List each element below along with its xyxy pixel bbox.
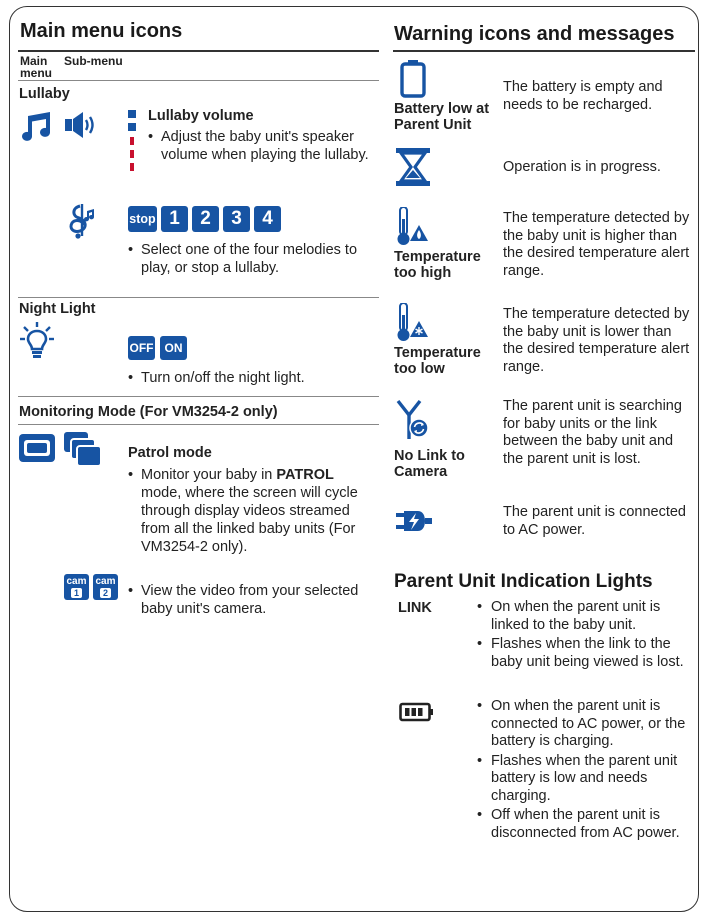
- battery-light-icon: [399, 702, 434, 722]
- melody-item: • Select one of the four melodies to play, or stop a lullaby.: [128, 241, 380, 277]
- warning-temp-high-text: The temperature detected by the baby unit is higher than the desired temperature alert range.: [503, 210, 690, 279]
- divider: [18, 80, 379, 81]
- col-main-line1: Main: [20, 54, 48, 68]
- stop-key: stop: [128, 206, 157, 232]
- lullaby-volume-title: Lullaby volume: [148, 108, 254, 124]
- patrol-text-post: mode, where the screen will cycle through display videos streamed from all the linked baby units (For VM3254-2 only).: [141, 485, 358, 555]
- lullaby-volume-item: • Adjust the baby unit's speaker volume when playing the lullaby.: [148, 128, 380, 164]
- cam-1-word: cam: [66, 576, 87, 587]
- divider: [18, 297, 379, 298]
- divider: [18, 396, 379, 397]
- warning-temp-low-label-1: Temperature: [394, 345, 481, 361]
- music-note-icon: [19, 110, 53, 142]
- monitor-screen-icon: [19, 434, 55, 462]
- lullaby-heading: Lullaby: [19, 86, 70, 102]
- warning-battery-label-2: Parent Unit: [394, 117, 472, 133]
- melody-4-key: 4: [254, 206, 281, 232]
- link-light-item: • Flashes when the link to the baby unit being viewed is lost.: [477, 636, 692, 671]
- warnings-title: Warning icons and messages: [394, 23, 675, 45]
- warning-battery-text: The battery is empty and needs to be recharged.: [503, 79, 663, 113]
- melody-1-key: 1: [161, 206, 188, 232]
- warning-progress-text: Operation is in progress.: [503, 159, 661, 175]
- night-light-text: Turn on/off the night light.: [141, 370, 305, 386]
- melody-3-key: 3: [223, 206, 250, 232]
- cam-2-number: 2: [100, 588, 111, 598]
- warning-no-link-label-1: No Link to: [394, 448, 465, 464]
- lullaby-volume-text: Adjust the baby unit's speaker volume when playing the lullaby.: [161, 129, 369, 163]
- warning-no-link-label-2: Camera: [394, 464, 448, 480]
- night-light-keys: [128, 336, 187, 360]
- cam-text: View the video from your selected baby unit's camera.: [141, 583, 359, 617]
- warning-ac-power-text: The parent unit is connected to AC power.: [503, 504, 686, 538]
- melody-keys: [128, 206, 281, 232]
- patrol-item: • Monitor your baby in PATROL mode, where the screen will cycle through display videos streamed from all the linked baby units (For VM3254-2 only).: [128, 466, 376, 556]
- link-light-label: LINK: [398, 600, 432, 616]
- warning-temp-high-label: [394, 249, 481, 281]
- col-sub-header: Sub-menu: [64, 54, 123, 68]
- patrol-mode-icon: [64, 432, 102, 468]
- patrol-title: Patrol mode: [128, 445, 212, 461]
- night-light-bulb-icon: [20, 322, 54, 360]
- speaker-volume-icon: [64, 110, 98, 140]
- warning-temp-high-label-1: Temperature: [394, 249, 481, 265]
- ac-power-plug-icon: [396, 507, 432, 535]
- warning-no-link-text: The parent unit is searching for baby units or the link between the baby unit and the parent unit is lost.: [503, 398, 682, 467]
- volume-level-icon: [128, 110, 138, 174]
- warning-temp-high-label-2: too high: [394, 265, 452, 281]
- cam-2-word: cam: [95, 576, 116, 587]
- off-key: OFF: [128, 336, 155, 360]
- cam-keys: [64, 574, 118, 600]
- lights-title: Parent Unit Indication Lights: [394, 571, 653, 592]
- monitoring-heading: Monitoring Mode (For VM3254-2 only): [19, 404, 278, 420]
- divider: [393, 50, 695, 52]
- melody-text: Select one of the four melodies to play, or stop a lullaby.: [141, 242, 358, 276]
- warning-battery-label: [394, 101, 489, 133]
- battery-light-item: • Off when the parent unit is disconnected from AC power.: [477, 807, 692, 842]
- patrol-text-bold: PATROL: [276, 467, 334, 483]
- divider: [18, 50, 379, 52]
- on-key: ON: [160, 336, 187, 360]
- patrol-text: [128, 466, 376, 556]
- cam-item: • View the video from your selected baby unit's camera.: [128, 582, 368, 618]
- main-menu-title: Main menu icons: [20, 20, 183, 42]
- temperature-low-icon: [396, 303, 430, 343]
- divider: [18, 424, 379, 425]
- warning-temp-low-label: [394, 345, 481, 377]
- col-main-header: [20, 55, 52, 79]
- melody-2-key: 2: [192, 206, 219, 232]
- battery-light-item: • Flashes when the parent unit battery is low and needs charging.: [477, 753, 692, 806]
- night-light-item: • Turn on/off the night light.: [128, 369, 380, 387]
- no-link-antenna-icon: [396, 399, 432, 441]
- warning-battery-label-1: Battery low at: [394, 101, 490, 117]
- battery-light-list: [477, 698, 692, 842]
- battery-low-icon: [400, 60, 426, 98]
- link-light-list: [477, 599, 692, 671]
- cam-2-key: [93, 574, 118, 600]
- temperature-high-icon: [396, 207, 430, 247]
- warning-temp-low-label-2: too low: [394, 361, 445, 377]
- hourglass-icon: [396, 148, 430, 186]
- battery-light-item: • On when the parent unit is connected to AC power, or the battery is charging.: [477, 698, 692, 751]
- col-main-line2: menu: [20, 66, 53, 80]
- melody-clef-icon: [66, 203, 96, 239]
- link-light-item: • On when the parent unit is linked to the baby unit.: [477, 599, 692, 634]
- warning-no-link-label: [394, 448, 465, 480]
- warning-temp-low-text: The temperature detected by the baby unit is lower than the desired temperature alert range.: [503, 306, 690, 375]
- cam-1-key: [64, 574, 89, 600]
- cam-1-number: 1: [71, 588, 82, 598]
- night-light-heading: Night Light: [19, 301, 96, 317]
- patrol-text-pre: Monitor your baby in: [141, 467, 277, 483]
